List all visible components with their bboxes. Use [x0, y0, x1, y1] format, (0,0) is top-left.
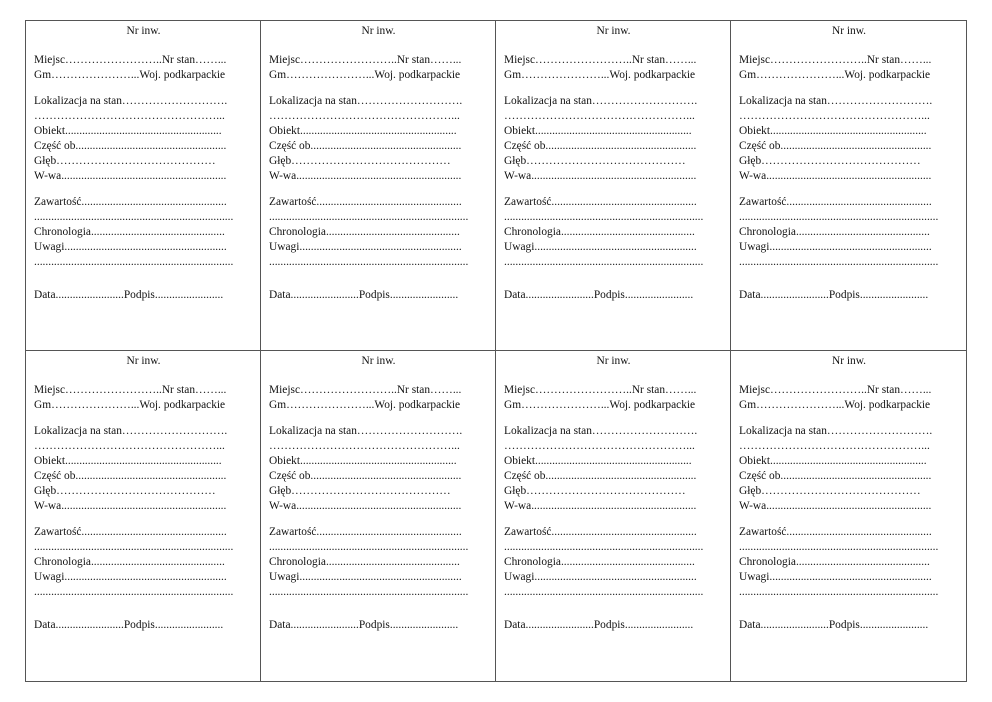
- obiekt-line: Obiekt.......................................................: [504, 455, 692, 467]
- lokalizacja-continuation: …………………………………………...: [739, 110, 930, 122]
- czesc-line: Część ob.....................................................: [34, 470, 227, 482]
- wwa-line: W-wa..........................................................: [739, 500, 932, 512]
- wwa-line: W-wa..........................................................: [34, 170, 227, 182]
- data-podpis-line: Data........................Podpis........................: [34, 289, 224, 301]
- gleb-line: Głęb……………………………………: [739, 485, 921, 497]
- gm-line: Gm…………………...Woj. podkarpackie: [504, 69, 696, 81]
- card-title: Nr inw.: [596, 25, 631, 37]
- gm-line: Gm…………………...Woj. podkarpackie: [739, 399, 931, 411]
- chronologia-line: Chronologia...............................................: [504, 226, 695, 238]
- lokalizacja-continuation: …………………………………………...: [739, 440, 930, 452]
- zawartosc-continuation: ......................................................................: [269, 211, 469, 223]
- uwagi-continuation: ......................................................................: [739, 256, 939, 268]
- czesc-line: Część ob.....................................................: [739, 140, 932, 152]
- data-podpis-line: Data........................Podpis........................: [739, 289, 929, 301]
- miejsc-line: Miejsc……………………..Nr stan……...: [504, 384, 697, 396]
- wwa-line: W-wa..........................................................: [504, 500, 697, 512]
- uwagi-line: Uwagi.........................................................: [504, 571, 697, 583]
- chronologia-line: Chronologia...............................................: [504, 556, 695, 568]
- zawartosc-continuation: ......................................................................: [504, 211, 704, 223]
- uwagi-continuation: ......................................................................: [34, 586, 234, 598]
- zawartosc-line: Zawartość...................................................: [504, 196, 697, 208]
- czesc-line: Część ob.....................................................: [504, 140, 697, 152]
- card-title: Nr inw.: [126, 25, 161, 37]
- wwa-line: W-wa..........................................................: [34, 500, 227, 512]
- gm-line: Gm…………………...Woj. podkarpackie: [269, 69, 461, 81]
- data-podpis-line: Data........................Podpis........................: [34, 619, 224, 631]
- obiekt-line: Obiekt.......................................................: [504, 125, 692, 137]
- lokalizacja-line: Lokalizacja na stan……………………….: [34, 425, 228, 437]
- lokalizacja-continuation: …………………………………………...: [269, 440, 460, 452]
- obiekt-line: Obiekt.......................................................: [34, 125, 222, 137]
- gm-line: Gm…………………...Woj. podkarpackie: [504, 399, 696, 411]
- card-title: Nr inw.: [831, 25, 867, 37]
- lokalizacja-line: Lokalizacja na stan……………………….: [739, 95, 933, 107]
- lokalizacja-line: Lokalizacja na stan……………………….: [269, 425, 463, 437]
- lokalizacja-continuation: …………………………………………...: [504, 110, 695, 122]
- czesc-line: Część ob.....................................................: [269, 470, 462, 482]
- lokalizacja-line: Lokalizacja na stan……………………….: [34, 95, 228, 107]
- gm-line: Gm…………………...Woj. podkarpackie: [269, 399, 461, 411]
- index-card: [26, 351, 261, 681]
- uwagi-line: Uwagi.........................................................: [269, 241, 462, 253]
- index-card: [731, 351, 966, 681]
- data-podpis-line: Data........................Podpis........................: [504, 289, 694, 301]
- wwa-line: W-wa..........................................................: [269, 500, 462, 512]
- wwa-line: W-wa..........................................................: [269, 170, 462, 182]
- lokalizacja-continuation: …………………………………………...: [269, 110, 460, 122]
- obiekt-line: Obiekt.......................................................: [34, 455, 222, 467]
- gleb-line: Głęb……………………………………: [269, 155, 451, 167]
- obiekt-line: Obiekt.......................................................: [269, 455, 457, 467]
- chronologia-line: Chronologia...............................................: [739, 556, 930, 568]
- data-podpis-line: Data........................Podpis........................: [739, 619, 929, 631]
- card-title: Nr inw.: [361, 355, 396, 367]
- data-podpis-line: Data........................Podpis........................: [269, 619, 459, 631]
- lokalizacja-line: Lokalizacja na stan……………………….: [504, 95, 698, 107]
- index-card: [261, 21, 496, 351]
- uwagi-continuation: ......................................................................: [504, 586, 704, 598]
- wwa-line: W-wa..........................................................: [739, 170, 932, 182]
- zawartosc-continuation: ......................................................................: [504, 541, 704, 553]
- miejsc-line: Miejsc……………………..Nr stan……...: [269, 54, 462, 66]
- uwagi-line: Uwagi.........................................................: [739, 241, 932, 253]
- uwagi-line: Uwagi.........................................................: [34, 241, 227, 253]
- miejsc-line: Miejsc……………………..Nr stan……...: [504, 54, 697, 66]
- chronologia-line: Chronologia...............................................: [269, 556, 460, 568]
- zawartosc-line: Zawartość...................................................: [739, 196, 932, 208]
- lokalizacja-continuation: …………………………………………...: [504, 440, 695, 452]
- data-podpis-line: Data........................Podpis........................: [269, 289, 459, 301]
- zawartosc-line: Zawartość...................................................: [34, 526, 227, 538]
- miejsc-line: Miejsc……………………..Nr stan……...: [739, 54, 932, 66]
- miejsc-line: Miejsc……………………..Nr stan……...: [34, 384, 227, 396]
- uwagi-continuation: ......................................................................: [739, 586, 939, 598]
- index-card-sheet: [25, 20, 967, 682]
- card-title: Nr inw.: [831, 355, 867, 367]
- czesc-line: Część ob.....................................................: [34, 140, 227, 152]
- uwagi-continuation: ......................................................................: [34, 256, 234, 268]
- czesc-line: Część ob.....................................................: [269, 140, 462, 152]
- zawartosc-continuation: ......................................................................: [739, 541, 939, 553]
- zawartosc-continuation: ......................................................................: [739, 211, 939, 223]
- chronologia-line: Chronologia...............................................: [34, 556, 225, 568]
- uwagi-continuation: ......................................................................: [269, 586, 469, 598]
- card-title: Nr inw.: [126, 355, 161, 367]
- uwagi-continuation: ......................................................................: [269, 256, 469, 268]
- index-card: [496, 21, 731, 351]
- lokalizacja-continuation: …………………………………………...: [34, 440, 225, 452]
- index-card: [26, 21, 261, 351]
- gleb-line: Głęb……………………………………: [34, 485, 216, 497]
- zawartosc-continuation: ......................................................................: [34, 541, 234, 553]
- index-card: [731, 21, 966, 351]
- chronologia-line: Chronologia...............................................: [269, 226, 460, 238]
- lokalizacja-line: Lokalizacja na stan……………………….: [739, 425, 933, 437]
- zawartosc-line: Zawartość...................................................: [739, 526, 932, 538]
- zawartosc-line: Zawartość...................................................: [269, 196, 462, 208]
- uwagi-line: Uwagi.........................................................: [739, 571, 932, 583]
- uwagi-line: Uwagi.........................................................: [504, 241, 697, 253]
- zawartosc-line: Zawartość...................................................: [269, 526, 462, 538]
- uwagi-line: Uwagi.........................................................: [269, 571, 462, 583]
- gm-line: Gm…………………...Woj. podkarpackie: [739, 69, 931, 81]
- card-title: Nr inw.: [361, 25, 396, 37]
- czesc-line: Część ob.....................................................: [739, 470, 932, 482]
- zawartosc-continuation: ......................................................................: [269, 541, 469, 553]
- index-card: [261, 351, 496, 681]
- uwagi-continuation: ......................................................................: [504, 256, 704, 268]
- zawartosc-continuation: ......................................................................: [34, 211, 234, 223]
- uwagi-line: Uwagi.........................................................: [34, 571, 227, 583]
- gleb-line: Głęb……………………………………: [269, 485, 451, 497]
- miejsc-line: Miejsc……………………..Nr stan……...: [34, 54, 227, 66]
- gm-line: Gm…………………...Woj. podkarpackie: [34, 399, 226, 411]
- obiekt-line: Obiekt.......................................................: [269, 125, 457, 137]
- card-title: Nr inw.: [596, 355, 631, 367]
- lokalizacja-continuation: …………………………………………...: [34, 110, 225, 122]
- gleb-line: Głęb……………………………………: [504, 155, 686, 167]
- gm-line: Gm…………………...Woj. podkarpackie: [34, 69, 226, 81]
- miejsc-line: Miejsc……………………..Nr stan……...: [269, 384, 462, 396]
- lokalizacja-line: Lokalizacja na stan……………………….: [504, 425, 698, 437]
- gleb-line: Głęb……………………………………: [34, 155, 216, 167]
- miejsc-line: Miejsc……………………..Nr stan……...: [739, 384, 932, 396]
- gleb-line: Głęb……………………………………: [504, 485, 686, 497]
- zawartosc-line: Zawartość...................................................: [504, 526, 697, 538]
- obiekt-line: Obiekt.......................................................: [739, 125, 927, 137]
- gleb-line: Głęb……………………………………: [739, 155, 921, 167]
- chronologia-line: Chronologia...............................................: [739, 226, 930, 238]
- czesc-line: Część ob.....................................................: [504, 470, 697, 482]
- zawartosc-line: Zawartość...................................................: [34, 196, 227, 208]
- obiekt-line: Obiekt.......................................................: [739, 455, 927, 467]
- wwa-line: W-wa..........................................................: [504, 170, 697, 182]
- chronologia-line: Chronologia...............................................: [34, 226, 225, 238]
- lokalizacja-line: Lokalizacja na stan……………………….: [269, 95, 463, 107]
- index-card: [496, 351, 731, 681]
- data-podpis-line: Data........................Podpis........................: [504, 619, 694, 631]
